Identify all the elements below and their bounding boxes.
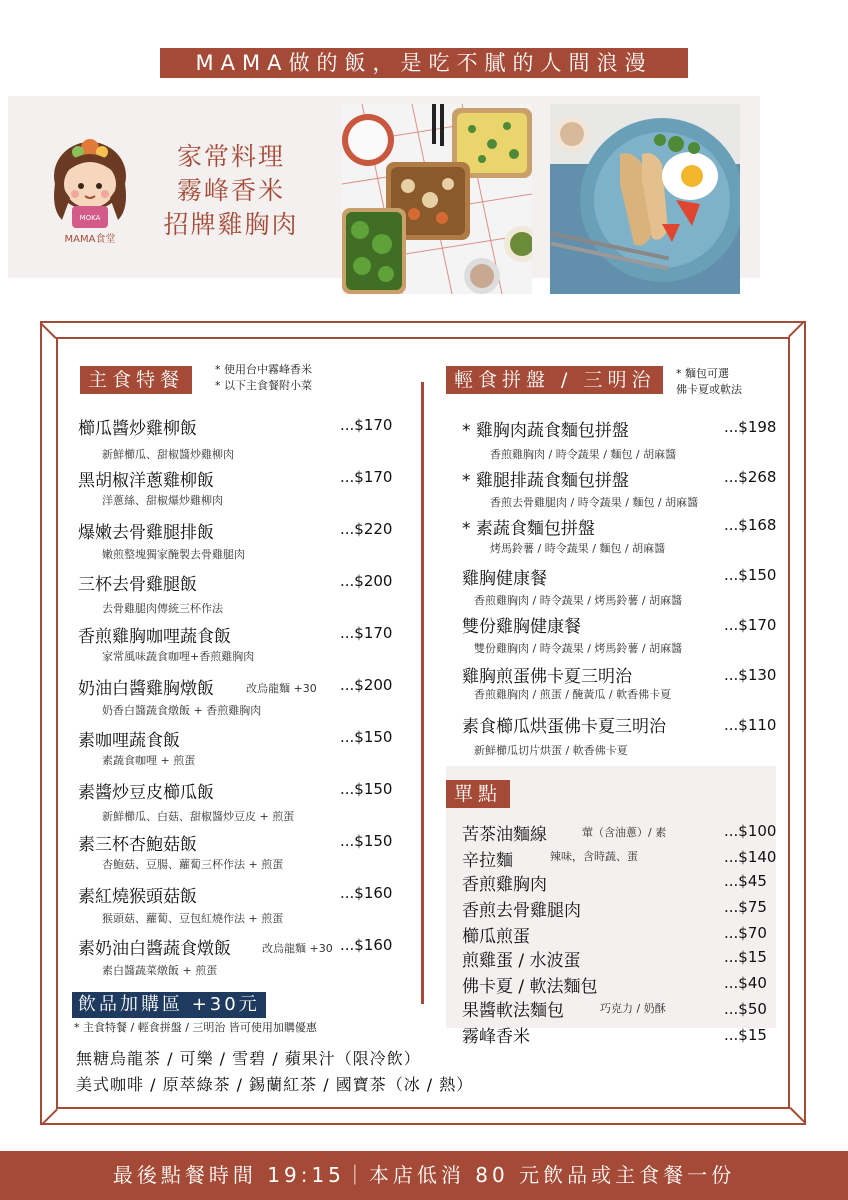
light-meals-note-2: 佛卡夏或軟法	[676, 383, 742, 396]
main-item-desc: 新鮮櫛瓜、白菇、甜椒醬炒豆皮 + 煎蛋	[102, 810, 295, 823]
main-item-desc: 新鮮櫛瓜、甜椒醬炒雞柳肉	[102, 448, 234, 461]
main-item-price: ...$160	[340, 884, 393, 902]
single-item-price: ...$45	[724, 872, 767, 890]
single-item-note: 辣味，含時蔬、蛋	[550, 850, 638, 863]
main-item-price: ...$150	[340, 780, 393, 798]
food-photo-chicken-plate	[550, 104, 740, 294]
light-item-name: * 雞胸肉蔬食麵包拼盤	[462, 421, 629, 441]
light-item-desc: 香煎去骨雞腿肉 / 時令蔬果 / 麵包 / 胡麻醬	[490, 496, 699, 509]
main-item-price: ...$170	[340, 468, 393, 486]
main-item-name: 素紅燒猴頭菇飯	[78, 887, 197, 907]
main-dishes-note-2: * 以下主食餐附小菜	[215, 379, 312, 392]
mama-logo	[40, 128, 140, 248]
light-item-name: 雞胸健康餐	[462, 569, 547, 589]
main-item-desc: 猴頭菇、蘿蔔、豆包紅燒作法 + 煎蛋	[102, 912, 284, 925]
main-item-desc: 杏鮑菇、豆腸、蘿蔔三杯作法 + 煎蛋	[102, 858, 284, 871]
main-item-name: 素醬炒豆皮櫛瓜飯	[78, 783, 214, 803]
single-item-name: 辛拉麵	[462, 851, 513, 871]
main-item-price: ...$160	[340, 936, 393, 954]
single-item-name: 霧峰香米	[462, 1027, 530, 1047]
girl-mascot-icon	[40, 128, 140, 248]
page-title-banner: MAMA做的飯，是吃不膩的人間浪漫	[160, 48, 688, 78]
svg-text:MOKA: MOKA	[79, 214, 101, 222]
main-item-desc: 素蔬食咖哩 + 煎蛋	[102, 754, 196, 767]
single-items-label: 單點	[446, 780, 510, 808]
single-item-price: ...$100	[724, 822, 777, 840]
drinks-line-1: 無糖烏龍茶 / 可樂 / 雪碧 / 蘋果汁（限冷飲）	[76, 1049, 421, 1068]
main-item-name: 香煎雞胸咖哩蔬食飯	[78, 627, 231, 647]
main-item-name: 素奶油白醬蔬食燉飯	[78, 939, 231, 959]
light-item-desc: 香煎雞胸肉 / 時令蔬果 / 麵包 / 胡麻醬	[490, 448, 677, 461]
light-item-price: ...$268	[724, 468, 777, 486]
single-item-name: 果醬軟法麵包	[462, 1001, 564, 1021]
main-item-desc: 素白醬蔬菜燉飯 + 煎蛋	[102, 964, 218, 977]
single-item-name: 煎雞蛋 / 水波蛋	[462, 951, 581, 971]
main-item-name: 黑胡椒洋蔥雞柳飯	[78, 471, 214, 491]
main-item-name: 素咖哩蔬食飯	[78, 731, 180, 751]
drinks-note: * 主食特餐 / 輕食拼盤 / 三明治 皆可使用加購優惠	[74, 1021, 317, 1034]
single-item-price: ...$70	[724, 924, 767, 942]
single-item-name: 佛卡夏 / 軟法麵包	[462, 977, 598, 997]
main-item-price: ...$170	[340, 416, 393, 434]
light-item-price: ...$130	[724, 666, 777, 684]
single-item-name: 香煎去骨雞腿肉	[462, 901, 581, 921]
light-item-price: ...$168	[724, 516, 777, 534]
light-item-name: 素食櫛瓜烘蛋佛卡夏三明治	[462, 717, 666, 737]
main-item-name: 櫛瓜醬炒雞柳飯	[78, 419, 197, 439]
light-item-name: * 素蔬食麵包拼盤	[462, 519, 595, 539]
light-item-name: 雙份雞胸健康餐	[462, 617, 581, 637]
light-item-name: 雞胸煎蛋佛卡夏三明治	[462, 667, 632, 687]
main-item-upgrade-note: 改烏龍麵 +30	[246, 682, 317, 695]
light-item-price: ...$150	[724, 566, 777, 584]
light-item-desc: 雙份雞胸肉 / 時令蔬果 / 烤馬鈴薯 / 胡麻醬	[474, 642, 683, 655]
main-item-price: ...$220	[340, 520, 393, 538]
light-meals-label: 輕食拼盤 / 三明治	[446, 366, 663, 394]
main-item-desc: 去骨雞腿肉傳統三杯作法	[102, 602, 223, 615]
main-item-name: 爆嫩去骨雞腿排飯	[78, 523, 214, 543]
main-item-desc: 奶香白醬蔬食燉飯 + 香煎雞胸肉	[102, 704, 262, 717]
light-item-desc: 香煎雞胸肉 / 時令蔬果 / 烤馬鈴薯 / 胡麻醬	[474, 594, 683, 607]
svg-text:MAMA食堂: MAMA食堂	[64, 234, 116, 245]
main-item-price: ...$150	[340, 832, 393, 850]
drinks-label: 飲品加購區 +30元	[72, 992, 266, 1018]
tagline-line-1: 家常料理	[176, 142, 285, 171]
drinks-line-2: 美式咖啡 / 原萃綠茶 / 錫蘭紅茶 / 國寶茶（冰 / 熱）	[76, 1075, 474, 1094]
single-item-price: ...$50	[724, 1000, 767, 1018]
main-item-desc: 家常風味蔬食咖哩+香煎雞胸肉	[102, 650, 255, 663]
main-item-upgrade-note: 改烏龍麵 +30	[262, 942, 333, 955]
light-item-desc: 新鮮櫛瓜切片烘蛋 / 軟香佛卡夏	[474, 744, 628, 757]
column-divider	[421, 382, 424, 1004]
tagline-line-3: 招牌雞胸肉	[163, 210, 299, 239]
single-item-price: ...$15	[724, 1026, 767, 1044]
tagline-line-2: 霧峰香米	[176, 176, 285, 205]
main-dishes-note-1: * 使用台中霧峰香米	[215, 363, 312, 376]
light-item-name: * 雞腿排蔬食麵包拼盤	[462, 471, 629, 491]
light-item-price: ...$170	[724, 616, 777, 634]
main-item-price: ...$150	[340, 728, 393, 746]
light-item-desc: 烤馬鈴薯 / 時令蔬果 / 麵包 / 胡麻醬	[490, 542, 666, 555]
single-item-note: 葷（含油蔥）/ 素	[582, 826, 667, 839]
main-item-name: 奶油白醬雞胸燉飯	[78, 679, 214, 699]
main-item-desc: 洋蔥絲、甜椒爆炒雞柳肉	[102, 494, 223, 507]
food-photo-bento	[342, 104, 532, 294]
light-item-price: ...$198	[724, 418, 777, 436]
light-item-desc: 香煎雞胸肉 / 煎蛋 / 醃黃瓜 / 軟香佛卡夏	[474, 688, 672, 701]
single-item-name: 櫛瓜煎蛋	[462, 927, 530, 947]
footer-bar: 最後點餐時間 19:15｜本店低消 80 元飲品或主食餐一份	[0, 1151, 848, 1200]
main-item-price: ...$200	[340, 572, 393, 590]
main-item-price: ...$200	[340, 676, 393, 694]
light-item-price: ...$110	[724, 716, 777, 734]
main-item-desc: 嫩煎整塊獨家醃製去骨雞腿肉	[102, 548, 245, 561]
hero-tagline	[146, 140, 316, 242]
single-item-note: 巧克力 / 奶酥	[600, 1002, 666, 1015]
single-item-price: ...$75	[724, 898, 767, 916]
main-item-name: 三杯去骨雞腿飯	[78, 575, 197, 595]
main-item-price: ...$170	[340, 624, 393, 642]
single-item-price: ...$140	[724, 848, 777, 866]
single-item-price: ...$40	[724, 974, 767, 992]
single-item-name: 苦茶油麵線	[462, 825, 547, 845]
light-meals-note-1: * 麵包可選	[676, 367, 729, 380]
main-dishes-label: 主食特餐	[80, 366, 192, 394]
single-item-name: 香煎雞胸肉	[462, 875, 547, 895]
single-item-price: ...$15	[724, 948, 767, 966]
main-item-name: 素三杯杏鮑菇飯	[78, 835, 197, 855]
